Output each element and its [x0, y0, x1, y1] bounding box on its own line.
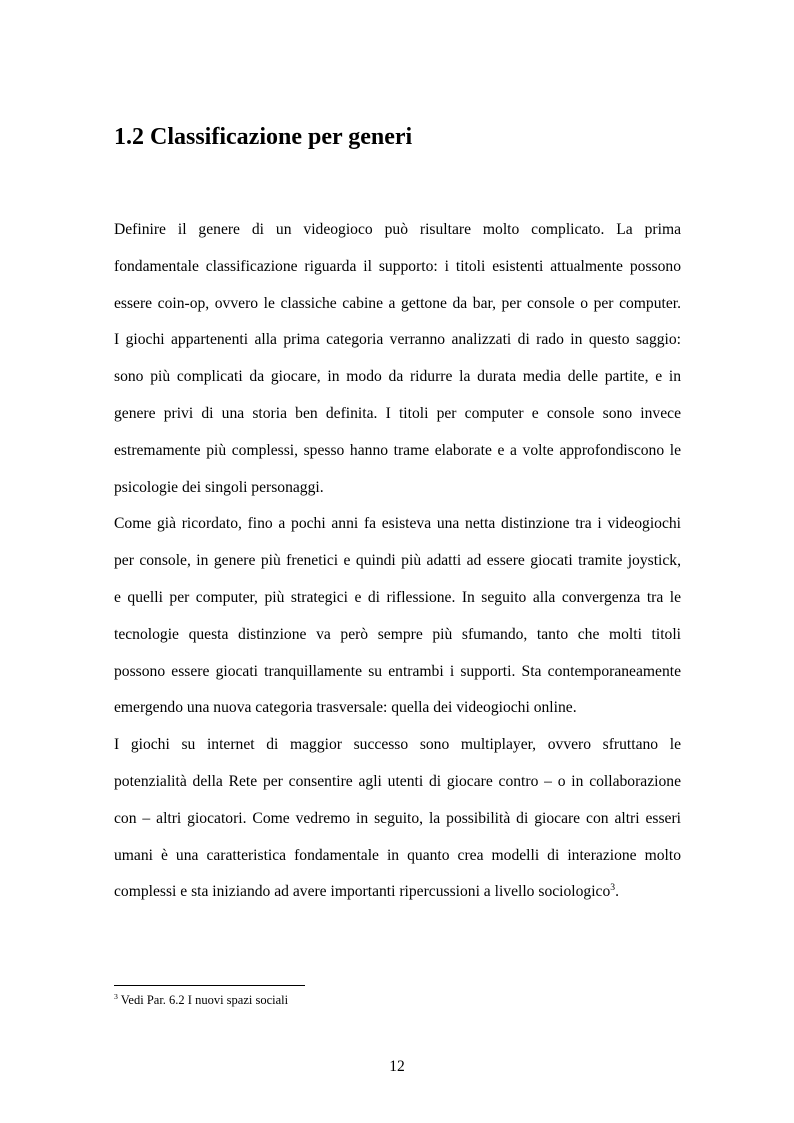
- page-number: 12: [389, 1058, 405, 1075]
- sentence-end: .: [615, 883, 620, 901]
- text-line: con – altri giocatori. Come vedremo in seguito, la possibilità di giocare con altri esseri: [114, 809, 681, 827]
- body-text: [114, 219, 681, 918]
- section-heading: 1.2 Classificazione per generi: [114, 124, 413, 150]
- text-line: I giochi appartenenti alla prima categoria verranno analizzati di rado in questo saggio:: [114, 331, 681, 349]
- text-line: I giochi su internet di maggior successo sono multiplayer, ovvero sfruttano le: [114, 736, 681, 754]
- footnote-mark: 3: [114, 991, 118, 1001]
- text-line: per console, in genere più frenetici e quindi più adatti ad essere giocati tramite joystick,: [114, 552, 681, 570]
- text-line: psicologie dei singoli personaggi.: [114, 478, 324, 496]
- text-line: sono più complicati da giocare, in modo da ridurre la durata media delle partite, e in: [114, 368, 681, 386]
- text-line: Come già ricordato, fino a pochi anni fa esisteva una netta distinzione tra i videogiochi: [114, 515, 681, 533]
- text-line-content: complessi e sta iniziando ad avere importanti ripercussioni a livello sociologico: [114, 883, 611, 901]
- footnote: [114, 992, 288, 1008]
- footnote-reference: 3: [610, 882, 616, 894]
- text-line: genere privi di una storia ben definita. I titoli per computer e console sono invece: [114, 404, 681, 422]
- text-line: potenzialità della Rete per consentire agli utenti di giocare contro – o in collaborazione: [114, 772, 681, 790]
- text-line: possono essere giocati tranquillamente su entrambi i supporti. Sta contemporaneamente: [114, 662, 681, 680]
- text-line-last: [114, 881, 681, 918]
- footnote-text: Vedi Par. 6.2 I nuovi spazi sociali: [120, 993, 289, 1007]
- footnote-divider: [114, 985, 305, 986]
- text-line: emergendo una nuova categoria trasversale: quella dei videogiochi online.: [114, 699, 577, 717]
- text-line: fondamentale classificazione riguarda il supporto: i titoli esistenti attualmente possono: [114, 257, 681, 275]
- text-line: estremamente più complessi, spesso hanno trame elaborate e a volte approfondiscono le: [114, 441, 681, 459]
- text-line: tecnologie questa distinzione va però sempre più sfumando, tanto che molti titoli: [114, 625, 681, 643]
- text-line: umani è una caratteristica fondamentale in quanto crea modelli di interazione molto: [114, 846, 681, 864]
- text-line: essere coin-op, ovvero le classiche cabine a gettone da bar, per console o per computer.: [114, 294, 681, 312]
- text-line: e quelli per computer, più strategici e di riflessione. In seguito alla convergenza tra le: [114, 588, 681, 606]
- text-line: Definire il genere di un videogioco può risultare molto complicato. La prima: [114, 221, 681, 238]
